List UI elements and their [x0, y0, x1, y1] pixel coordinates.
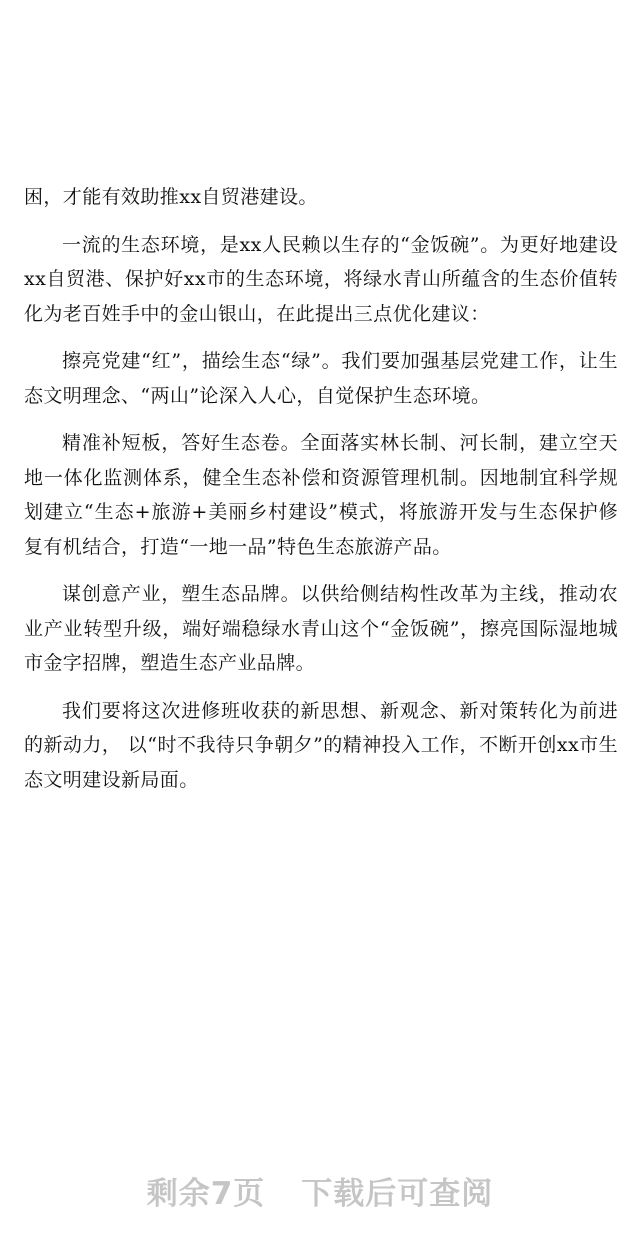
paragraph-6: 我们要将这次进修班收获的新思想、新观念、新对策转化为前进的新动力， 以“时不我待只争朝夕”的精神投入工作，不断开创xx市生态文明建设新局面。	[24, 699, 618, 791]
paragraph-4: 精准补短板，答好生态卷。全面落实林长制、河长制，建立空天地一体化监测体系，健全生态补偿和资源管理机制。因地制宜科学规划建立“生态+旅游+美丽乡村建设”模式，将旅游开发与生态保护修复有机结合，打造“一地一品”特色生态旅游产品。	[24, 432, 618, 558]
paragraph-2: 一流的生态环境，是xx人民赖以生存的“金饭碗”。为更好地建设xx自贸港、保护好xx市的生态环境，将绿水青山所蕴含的生态价值转化为老百姓手中的金山银山，在此提出三点优化建议：	[24, 233, 618, 325]
remaining-pages-label[interactable]: 剩余7页	[146, 1176, 266, 1212]
paragraph-3: 擦亮党建“红”，描绘生态“绿”。我们要加强基层党建工作，让生态文明理念、“两山”论深入人心，自觉保护生态环境。	[24, 350, 618, 407]
download-to-view-button[interactable]: 下载后可查阅	[301, 1176, 494, 1212]
paragraph-5: 谋创意产业，塑生态品牌。以供给侧结构性改革为主线，推动农业产业转型升级，端好端稳绿水青山这个“金饭碗”，擦亮国际湿地城市金字招牌，塑造生态产业品牌。	[24, 583, 618, 674]
download-prompt[interactable]	[0, 1168, 640, 1213]
document-body	[24, 180, 618, 810]
paragraph-1: 困，才能有效助推xx自贸港建设。	[24, 186, 318, 208]
